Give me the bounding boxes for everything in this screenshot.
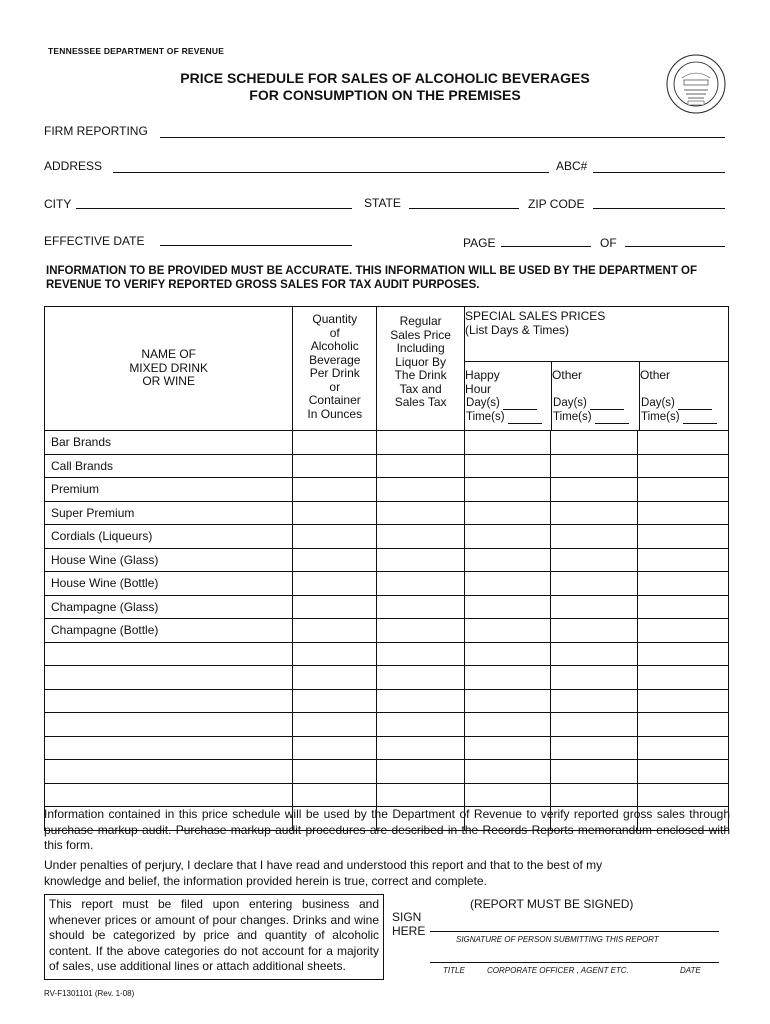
officer-caption: CORPORATE OFFICER , AGENT ETC. (487, 966, 629, 975)
table-cell[interactable] (551, 501, 638, 525)
table-cell[interactable] (465, 525, 551, 549)
table-row (45, 454, 729, 478)
other2-days-field[interactable] (678, 399, 712, 410)
table-cell[interactable] (465, 431, 551, 455)
table-cell[interactable] (638, 736, 729, 760)
table-cell[interactable] (377, 525, 465, 549)
address-field[interactable] (113, 172, 549, 173)
table-cell[interactable] (551, 713, 638, 737)
other1-column: Other Day(s) Time(s) (552, 362, 640, 430)
table-cell[interactable] (465, 572, 551, 596)
filing-instructions-box: This report must be filed upon entering business and whenever prices or amount of pour changes. Drinks and wine should be categorized by price and quantity of alcoholic content. If the above categories do not account for a majority of sales, use additional lines or attach additional sheets. (44, 894, 384, 980)
row-label: House Wine (Bottle) (45, 572, 293, 596)
table-cell[interactable] (293, 548, 377, 572)
row-label (45, 760, 293, 784)
row-label: Champagne (Bottle) (45, 619, 293, 643)
table-row (45, 689, 729, 713)
table-row (45, 595, 729, 619)
table-cell[interactable] (293, 572, 377, 596)
table-cell[interactable] (293, 501, 377, 525)
table-cell[interactable] (551, 595, 638, 619)
table-cell[interactable] (293, 689, 377, 713)
table-cell[interactable] (465, 619, 551, 643)
row-label (45, 666, 293, 690)
name-column-header: NAME OF MIXED DRINK OR WINE (45, 307, 293, 431)
row-label: Call Brands (45, 454, 293, 478)
other2-column: Other Day(s) Time(s) (640, 362, 728, 430)
happy-hour-times-field[interactable] (508, 413, 542, 424)
abc-label: ABC# (556, 159, 588, 173)
table-cell[interactable] (293, 431, 377, 455)
table-cell[interactable] (293, 736, 377, 760)
table-cell[interactable] (638, 595, 729, 619)
table-row (45, 783, 729, 807)
table-cell[interactable] (551, 642, 638, 666)
table-cell[interactable] (551, 783, 638, 807)
table-cell[interactable] (293, 666, 377, 690)
happy-hour-column: Happy Hour Day(s) Time(s) (465, 362, 552, 430)
table-cell[interactable] (551, 736, 638, 760)
table-cell[interactable] (377, 548, 465, 572)
table-cell[interactable] (638, 478, 729, 502)
table-cell[interactable] (377, 713, 465, 737)
table-cell[interactable] (377, 572, 465, 596)
state-seal-icon (666, 54, 726, 114)
table-cell[interactable] (293, 478, 377, 502)
table-cell[interactable] (465, 454, 551, 478)
table-cell[interactable] (377, 783, 465, 807)
row-label: Super Premium (45, 501, 293, 525)
date-caption: DATE (680, 966, 701, 975)
form-title-line1: PRICE SCHEDULE FOR SALES OF ALCOHOLIC BEVERAGES (180, 70, 590, 86)
table-cell[interactable] (465, 478, 551, 502)
regular-price-column-header: Regular Sales Price Including Liquor By The Drink Tax and Sales Tax (377, 307, 465, 431)
table-cell[interactable] (551, 454, 638, 478)
row-label: Bar Brands (45, 431, 293, 455)
table-cell[interactable] (551, 478, 638, 502)
table-cell[interactable] (377, 595, 465, 619)
sign-here-label: SIGN HERE (392, 910, 426, 938)
table-row (45, 666, 729, 690)
table-row (45, 548, 729, 572)
table-row (45, 501, 729, 525)
info-paragraph: Information contained in this price schedule will be used by the Department of Revenue to verify reported gross sales through purchase markup audit. Purchase markup audit procedures are described in the Records Reports memorandum enclosed with this form. (44, 807, 730, 852)
table-row (45, 619, 729, 643)
page-label: PAGE (463, 236, 496, 250)
table-cell[interactable] (551, 548, 638, 572)
row-label: Premium (45, 478, 293, 502)
table-row (45, 713, 729, 737)
table-cell[interactable] (551, 666, 638, 690)
table-cell[interactable] (377, 501, 465, 525)
table-cell[interactable] (465, 713, 551, 737)
perjury-paragraph: Under penalties of perjury, I declare that I have read and understood this report and that to the best of my knowledge and belief, the information provided herein is true, correct and complete. (44, 858, 603, 888)
table-cell[interactable] (638, 431, 729, 455)
special-prices-header (465, 307, 729, 431)
table-cell[interactable] (638, 572, 729, 596)
table-cell[interactable] (293, 619, 377, 643)
effective-date-label: EFFECTIVE DATE (44, 234, 145, 248)
row-label: Champagne (Glass) (45, 595, 293, 619)
table-cell[interactable] (638, 642, 729, 666)
other2-times-field[interactable] (683, 413, 717, 424)
city-label: CITY (44, 197, 72, 211)
row-label (45, 713, 293, 737)
table-row (45, 572, 729, 596)
table-cell[interactable] (377, 689, 465, 713)
signature-caption: SIGNATURE OF PERSON SUBMITTING THIS REPORT (456, 935, 659, 944)
table-cell[interactable] (377, 619, 465, 643)
quantity-column-header: Quantity of Alcoholic Beverage Per Drink or Container In Ounces (293, 307, 377, 431)
table-cell[interactable] (377, 431, 465, 455)
report-must-be-signed: (REPORT MUST BE SIGNED) (470, 897, 634, 911)
zip-label: ZIP CODE (528, 197, 585, 211)
row-label: Cordials (Liqueurs) (45, 525, 293, 549)
table-cell[interactable] (377, 454, 465, 478)
other1-times-field[interactable] (595, 413, 629, 424)
table-cell[interactable] (465, 783, 551, 807)
firm-reporting-label: FIRM REPORTING (44, 124, 148, 138)
form-title-line2: FOR CONSUMPTION ON THE PREMISES (249, 87, 521, 103)
department-name: TENNESSEE DEPARTMENT OF REVENUE (48, 46, 225, 56)
of-label: OF (600, 236, 617, 250)
state-label: STATE (364, 196, 401, 210)
table-cell[interactable] (377, 666, 465, 690)
table-cell[interactable] (638, 666, 729, 690)
row-label (45, 736, 293, 760)
table-cell[interactable] (293, 525, 377, 549)
table-cell[interactable] (293, 642, 377, 666)
row-label (45, 783, 293, 807)
table-cell[interactable] (293, 454, 377, 478)
table-row (45, 642, 729, 666)
price-schedule-table (44, 306, 729, 831)
other1-days-field[interactable] (590, 399, 624, 410)
table-cell[interactable] (293, 783, 377, 807)
table-cell[interactable] (638, 760, 729, 784)
table-cell[interactable] (293, 713, 377, 737)
table-cell[interactable] (638, 548, 729, 572)
table-cell[interactable] (465, 760, 551, 784)
row-label: House Wine (Glass) (45, 548, 293, 572)
table-row (45, 478, 729, 502)
table-cell[interactable] (377, 760, 465, 784)
accuracy-notice: INFORMATION TO BE PROVIDED MUST BE ACCURATE. THIS INFORMATION WILL BE USED BY THE DEPARTMENT OF REVENUE TO VERIFY REPORTED GROSS SALES FOR TAX AUDIT PURPOSES. (46, 265, 698, 291)
table-cell[interactable] (465, 501, 551, 525)
row-label (45, 689, 293, 713)
state-field[interactable] (409, 208, 519, 209)
table-cell[interactable] (293, 760, 377, 784)
signature-field[interactable] (430, 931, 719, 932)
table-cell[interactable] (465, 548, 551, 572)
table-cell[interactable] (465, 642, 551, 666)
table-cell[interactable] (293, 595, 377, 619)
table-cell[interactable] (465, 736, 551, 760)
happy-hour-days-field[interactable] (503, 399, 537, 410)
table-cell[interactable] (551, 431, 638, 455)
form-number: RV-F1301101 (Rev. 1-08) (44, 989, 135, 998)
zip-field[interactable] (593, 208, 725, 209)
firm-reporting-field[interactable] (160, 137, 725, 138)
page-field[interactable] (501, 246, 591, 247)
special-prices-title-block: SPECIAL SALES PRICES (List Days & Times) (465, 309, 606, 337)
table-cell[interactable] (551, 572, 638, 596)
city-field[interactable] (76, 208, 352, 209)
table-cell[interactable] (638, 619, 729, 643)
title-caption: TITLE (443, 966, 465, 975)
table-cell[interactable] (638, 713, 729, 737)
title-date-field[interactable] (430, 962, 719, 963)
table-row (45, 760, 729, 784)
row-label (45, 642, 293, 666)
table-cell[interactable] (638, 454, 729, 478)
table-cell[interactable] (551, 525, 638, 549)
table-cell[interactable] (465, 689, 551, 713)
table-cell[interactable] (638, 689, 729, 713)
table-cell[interactable] (465, 666, 551, 690)
table-cell[interactable] (377, 736, 465, 760)
table-cell[interactable] (638, 525, 729, 549)
table-cell[interactable] (377, 642, 465, 666)
table-cell[interactable] (465, 595, 551, 619)
table-row (45, 525, 729, 549)
effective-date-field[interactable] (160, 245, 352, 246)
table-cell[interactable] (551, 689, 638, 713)
table-cell[interactable] (551, 619, 638, 643)
table-row (45, 431, 729, 455)
of-field[interactable] (625, 246, 725, 247)
table-cell[interactable] (377, 478, 465, 502)
abc-field[interactable] (593, 172, 725, 173)
table-cell[interactable] (638, 783, 729, 807)
table-cell[interactable] (551, 760, 638, 784)
table-cell[interactable] (638, 501, 729, 525)
table-row (45, 736, 729, 760)
address-label: ADDRESS (44, 159, 103, 173)
